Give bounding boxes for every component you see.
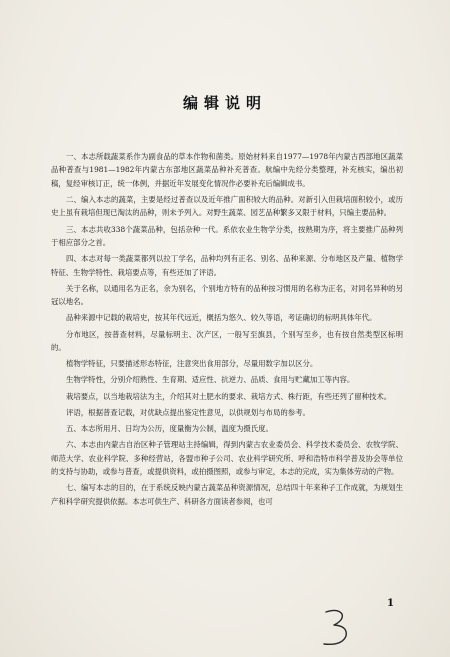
paragraph-2: 二、编入本志的蔬菜，主要是经过普查以及近年推广面积较大的品种。对新引入但栽培面积较小，或历史上虽有栽培但现已淘汰的品种，则未予列入。对野生蔬菜、园艺品种繁多又限于材料，只编主要品种。 (51, 195, 403, 218)
paragraph-3: 三、本志共收338个蔬菜品种，包括杂种一代。系依农业生物学分类，按熟期为序，将主要推广品种列于相应部分之首。 (51, 224, 403, 248)
paragraph-biological-note: 生物学特性，分别介绍熟性、生育期、适应性、抗逆力、品质、食用与贮藏加工等内容。 (66, 375, 355, 385)
paragraph-source-note: 品种来源中记载的栽培史，按其年代远近，概括为悠久、较久等语，考证确切的标明具体年代。 (66, 313, 377, 323)
paragraph-cultivation-note: 栽培要点，以当地栽培法为主，介绍其对土肥水的要求、栽培方式、株行距，有些还列了留种技术。 (66, 391, 392, 401)
paragraph-botanical-note: 植物学特征，只要描述形态特征，注意突出食用部分，尽量用数字加以区分。 (66, 359, 318, 369)
paragraph-7: 七、编写本志的目的，在于系统反映内蒙古蔬菜品种资源情况，总结四十年来种子工作成就，为规划生产和科学研究提供依据。本志可供生产、科研各方面读者参阅，也可 (51, 483, 403, 506)
paragraph-name-note: 关于名称，以通用名为正名，余为别名，个别地方特有的品种按习惯用的名称为正名，对同名异种的另冠以地名。 (51, 283, 403, 307)
paragraph-1: 一、本志所载蔬菜系作为副食品的草本作物和菌类。原始材料来自1977—1978年内蒙古西部地区蔬菜品种普查与1981—1982年内蒙古东部地区蔬菜品种补充普查。航编中先经分类整理，补充核实，编出初稿，复经审核订正，统一体例，并据近年发展变化情况作必要补充后编辑成书。 (51, 152, 403, 188)
paragraph-distribution-note: 分布地区，按普查材料，尽量标明主、次产区，一般写至旗县，个别写至乡，也有按自然类型区标明的。 (51, 329, 403, 353)
page-title: 编辑说明 (182, 94, 267, 112)
body-text (51, 150, 403, 511)
paragraph-5: 五、本志所用月、日均为公历，度量衡为公制，温度为摄氏度。 (66, 424, 273, 434)
page-number: 1 (387, 598, 394, 609)
paragraph-4: 四、本志对每一类蔬菜都列以拉丁学名，品种均列有正名、别名、品种来源、分布地区及产量、植物学特征、生物学特性、栽培要点等，有些还加了评语。 (51, 254, 403, 277)
paragraph-6: 六、本志由内蒙古自治区种子管理站主持编辑，得到内蒙古农业委员会、科学技术委员会、农牧学院、师范大学、农业科学院、多种经营站，各盟市种子公司、农业科学研究所、呼和浩特市科学普及协会等单位的支持与协助，或参与普查，或提供资料，或拍摄图照，或参与审定，本志的完成，实为集体劳动的产物。 (51, 440, 403, 477)
handwritten-number-three (318, 606, 358, 650)
paragraph-comment-note: 评语，根据普查记载，对优缺点提出鉴定性意见，以供规划与布局的参考。 (66, 407, 310, 417)
